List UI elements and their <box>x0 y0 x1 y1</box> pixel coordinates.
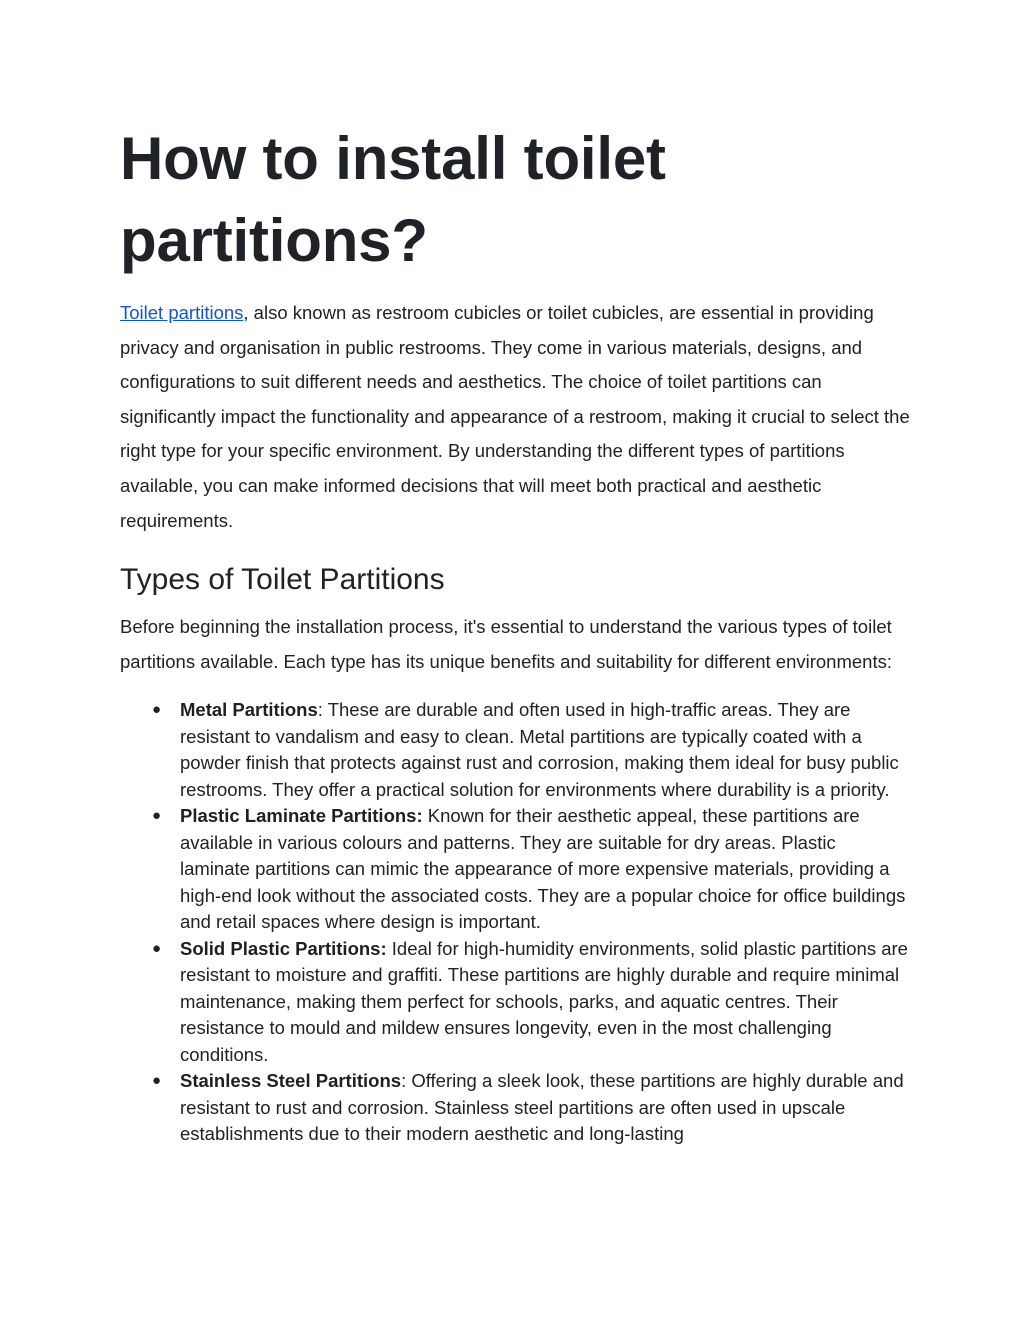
list-item-term: Stainless Steel Partitions <box>180 1070 402 1092</box>
document-page <box>120 118 910 1148</box>
intro-paragraph <box>120 296 910 538</box>
list-item <box>120 936 910 1069</box>
toilet-partitions-link[interactable]: Toilet partitions <box>120 302 244 323</box>
list-item-text: : Offering a sleek look, these partitions are highly durable and resistant to rust and corrosion. Stainless steel partitions are often used in upscale establishments due to their modern aesthetic and long-lasting <box>180 1070 904 1145</box>
list-item-text: Known for their aesthetic appeal, these partitions are available in various colours and patterns. They are suitable for dry areas. Plastic laminate partitions can mimic the appearance of more expensive materials, providing a high-end look without the associated costs. They are a popular choice for office buildings and retail spaces where design is important. <box>180 805 906 933</box>
bullet-icon: ● <box>152 939 162 957</box>
intro-text: , also known as restroom cubicles or toilet cubicles, are essential in providing privacy and organisation in public restrooms. They come in various materials, designs, and configurations to suit different needs and aesthetics. The choice of toilet partitions can significantly impact the functionality and appearance of a restroom, making it crucial to select the right type for your specific environment. By understanding the different types of partitions available, you can make informed decisions that will meet both practical and aesthetic requirements. <box>120 302 910 531</box>
list-item-term: Plastic Laminate Partitions: <box>180 805 423 827</box>
list-item-term: Metal Partitions <box>180 699 318 721</box>
partition-types-list <box>120 697 910 1148</box>
bullet-icon: ● <box>152 701 162 719</box>
list-item-text: Ideal for high-humidity environments, solid plastic partitions are resistant to moisture and graffiti. These partitions are highly durable and require minimal maintenance, making them perfect for schools, parks, and aquatic centres. Their resistance to mould and mildew ensures longevity, even in the most challenging conditions. <box>180 937 908 1065</box>
list-item <box>120 697 910 803</box>
list-item <box>120 1068 910 1148</box>
section-heading: Types of Toilet Partitions <box>120 563 445 597</box>
section-lead-paragraph: Before beginning the installation process, it's essential to understand the various types of toilet partitions available. Each type has its unique benefits and suitability for different environments: <box>120 616 892 672</box>
list-item <box>120 803 910 936</box>
list-item-term: Solid Plastic Partitions: <box>180 937 387 959</box>
page-title: How to install toilet partitions? <box>120 125 666 274</box>
bullet-icon: ● <box>152 1072 162 1090</box>
bullet-icon: ● <box>152 807 162 825</box>
list-item-text: : These are durable and often used in high-traffic areas. They are resistant to vandalism and easy to clean. Metal partitions are typically coated with a powder finish that protects against rust and corrosion, making them ideal for busy public restrooms. They offer a practical solution for environments where durability is a priority. <box>180 699 899 800</box>
